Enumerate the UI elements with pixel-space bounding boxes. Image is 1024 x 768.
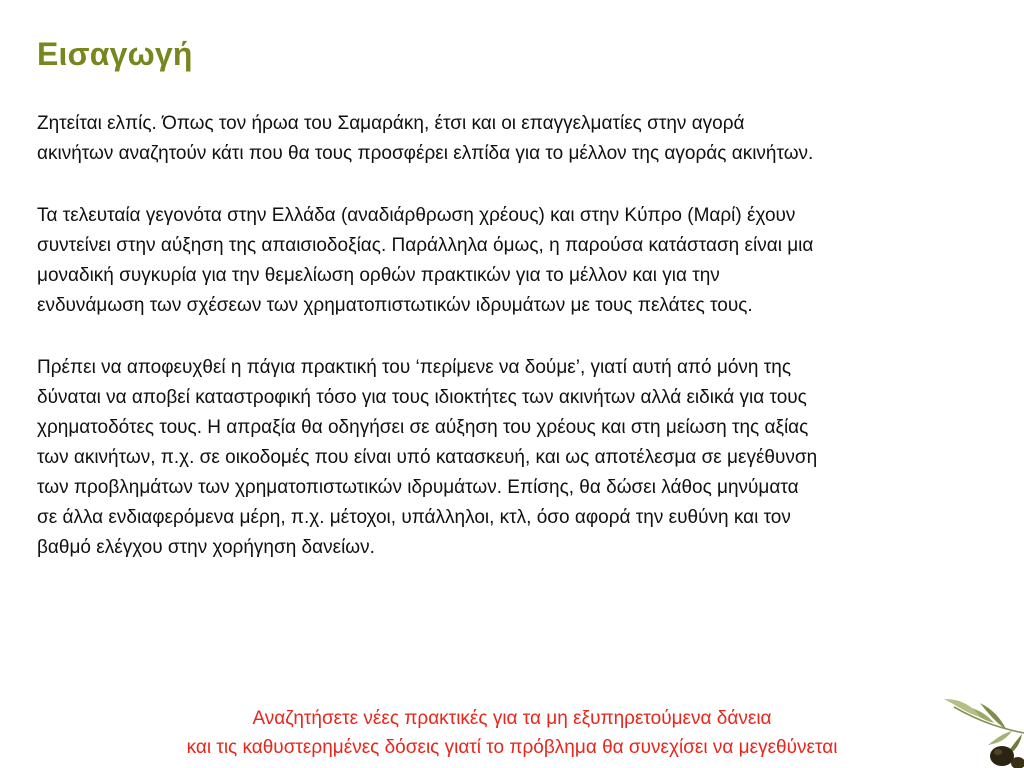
- paragraph-3: [37, 353, 987, 563]
- text-line: μοναδική συγκυρία για την θεμελίωση ορθών πρακτικών για το μέλλον και για την: [37, 265, 720, 286]
- text-line: Ζητείται ελπίς. Όπως τον ήρωα του Σαμαράκη, έτσι και οι επαγγελματίες στην αγορά: [37, 113, 745, 134]
- footer-note: [0, 704, 1024, 762]
- text-line: των ακινήτων, π.χ. σε οικοδομές που είναι υπό κατασκευή, και ως αποτέλεσμα σε μεγέθυνση: [37, 447, 818, 468]
- text-line: χρηματοδότες τους. Η απραξία θα οδηγήσει σε αύξηση του χρέους και στη μείωση της αξίας: [37, 417, 809, 438]
- olive-branch-icon: [934, 693, 1024, 768]
- text-line: βαθμό ελέγχου στην χορήγηση δανείων.: [37, 537, 375, 558]
- text-line: δύναται να αποβεί καταστροφική τόσο για τους ιδιοκτήτες των ακινήτων αλλά ειδικά για τους: [37, 387, 807, 408]
- footer-line: Αναζητήσετε νέες πρακτικές για τα μη εξυπηρετούμενα δάνεια: [252, 708, 772, 729]
- text-line: ενδυνάμωση των σχέσεων των χρηματοπιστωτικών ιδρυμάτων με τους πελάτες τους.: [37, 295, 753, 316]
- text-line: σε άλλα ενδιαφερόμενα μέρη, π.χ. μέτοχοι, υπάλληλοι, κτλ, όσο αφορά την ευθύνη και τον: [37, 507, 791, 528]
- text-line: συντείνει στην αύξηση της απαισιοδοξίας. Παράλληλα όμως, η παρούσα κατάσταση είναι μια: [37, 235, 814, 256]
- text-line: Τα τελευταία γεγονότα στην Ελλάδα (αναδιάρθρωση χρέους) και στην Κύπρο (Μαρί) έχουν: [37, 205, 796, 226]
- text-line: Πρέπει να αποφευχθεί η πάγια πρακτική του ‘περίμενε να δούμε’, γιατί αυτή από μόνη της: [37, 357, 791, 378]
- paragraph-1: [37, 109, 987, 169]
- slide-body: [37, 109, 987, 595]
- paragraph-2: [37, 201, 987, 321]
- text-line: των προβλημάτων των χρηματοπιστωτικών ιδρυμάτων. Επίσης, θα δώσει λάθος μηνύματα: [37, 477, 799, 498]
- footer-line: και τις καθυστερημένες δόσεις γιατί το πρόβλημα θα συνεχίσει να μεγεθύνεται: [186, 737, 838, 758]
- slide-title: Εισαγωγή: [37, 36, 193, 72]
- text-line: ακινήτων αναζητούν κάτι που θα τους προσφέρει ελπίδα για το μέλλον της αγοράς ακινήτων.: [37, 143, 814, 164]
